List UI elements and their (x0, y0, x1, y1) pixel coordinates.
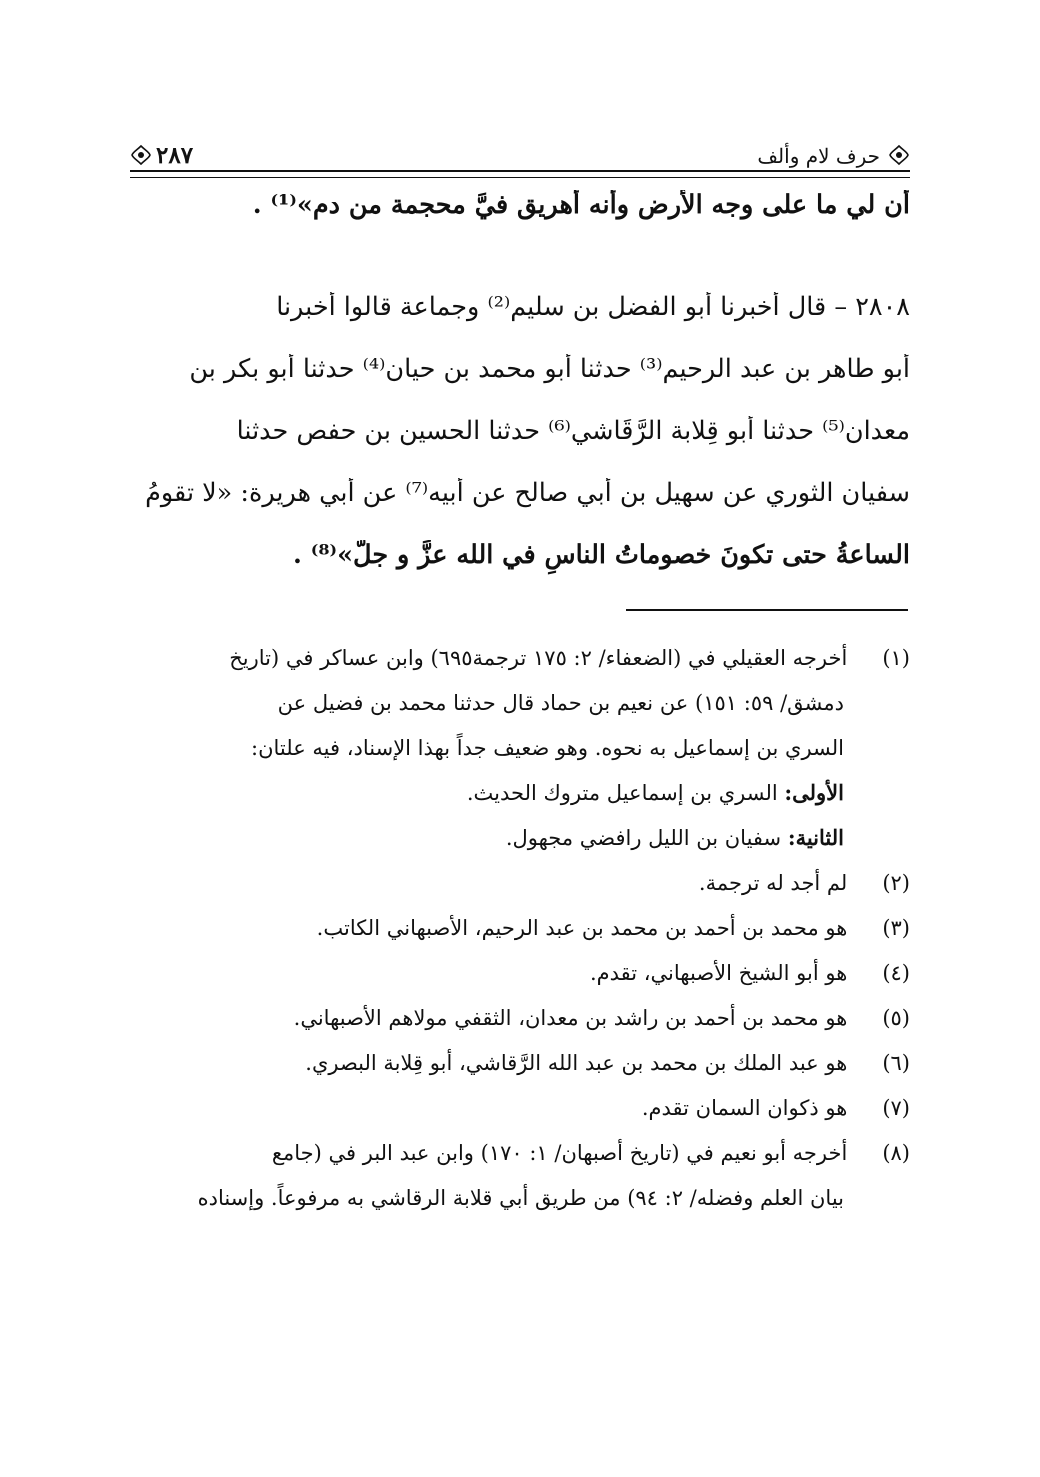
defect-text: سفيان بن الليل رافضي مجهول. (505, 826, 788, 850)
footnote-text: أخرجه العقيلي في (الضعفاء/ ٢: ١٧٥ ترجمة٦٩٥) وابن عساكر في (تاريخ (229, 646, 848, 670)
footnote-8 (130, 1133, 910, 1178)
footnote-1-second-defect (130, 818, 910, 863)
footnote-text: دمشق/ ٥٩: ١٥١) عن نعيم بن حماد قال حدثنا محمد بن فضيل عن (277, 691, 844, 715)
footnote-1-first-defect (130, 773, 910, 818)
footnote-text: هو أبو الشيخ الأصبهاني، تقدم. (589, 961, 848, 985)
footnote-number: (٥) (882, 1006, 910, 1030)
footnote-text: هو عبد الملك بن محمد بن عبد الله الرَّقاشي، أبو قِلابة البصري. (305, 1051, 848, 1075)
footnote-8-continued (130, 1178, 910, 1223)
footnote-number: (٦) (882, 1051, 910, 1075)
footnote-number: (١) (882, 646, 910, 670)
ornament-icon (888, 144, 910, 166)
footnote-5 (130, 998, 910, 1043)
defect-text: السري بن إسماعيل متروك الحديث. (466, 781, 785, 805)
footnote-text: هو محمد بن أحمد بن محمد بن عبد الرحيم، الأصبهاني الكاتب. (316, 916, 848, 940)
footnote-6 (130, 1043, 910, 1088)
footnote-text: السري بن إسماعيل به نحوه. وهو ضعيف جداً بهذا الإسناد، فيه علتان: (251, 736, 844, 760)
footnote-7 (130, 1088, 910, 1133)
ornament-icon (130, 144, 152, 166)
footnote-text: هو ذكوان السمان تقدم. (641, 1096, 848, 1120)
text-line: سفيان الثوري عن سهيل بن أبي صالح عن أبيه⁽⁷⁾ عن أبي هريرة: «لا تقومُ (145, 478, 910, 508)
footnote-3 (130, 908, 910, 953)
footnote-1-continued (130, 683, 910, 728)
footnote-text: لم أجد له ترجمة. (698, 871, 848, 895)
text-line: أبو طاهر بن عبد الرحيم⁽³⁾ حدثنا أبو محمد بن حيان⁽⁴⁾ حدثنا أبو بكر بن (189, 354, 910, 384)
footnote-text: هو محمد بن أحمد بن راشد بن معدان، الثقفي مولاهم الأصبهاني. (293, 1006, 848, 1030)
text-line: الساعةُ حتى تكونَ خصوماتُ الناسِ في الله عزَّ و جلَّ»⁽⁸⁾ . (292, 540, 910, 570)
page-number: ٢٨٧ (156, 142, 194, 169)
defect-label: الثانية: (787, 825, 844, 850)
footnotes (130, 638, 910, 1223)
text-line: معدان⁽⁵⁾ حدثنا أبو قِلابة الرَّقَاشي⁽⁶⁾ حدثنا الحسين بن حفص حدثنا (236, 416, 910, 446)
footnote-text: بيان العلم وفضله/ ٢: ٩٤) من طريق أبي قلابة الرقاشي به مرفوعاً. وإسناده (197, 1186, 844, 1210)
footnote-number: (٤) (882, 961, 910, 985)
text-line: أن لي ما على وجه الأرض وأنه أهريق فيَّ محجمة من دم»⁽¹⁾ . (252, 190, 910, 220)
text-line: ٢٨٠٨ – قال أخبرنا أبو الفضل بن سليم⁽²⁾ وجماعة قالوا أخبرنا (276, 292, 910, 322)
footnote-number: (٣) (882, 916, 910, 940)
chapter-title: حرف لام وألف (757, 144, 880, 168)
header-rule (130, 170, 910, 178)
footnote-number: (٨) (882, 1141, 910, 1165)
footnote-number: (٢) (882, 871, 910, 895)
footnote-1 (130, 638, 910, 683)
footnote-text: أخرجه أبو نعيم في (تاريخ أصبهان/ ١: ١٧٠) وابن عبد البر في (جامع (271, 1141, 848, 1165)
footnote-1-continued (130, 728, 910, 773)
footnote-2 (130, 863, 910, 908)
footnote-number: (٧) (882, 1096, 910, 1120)
footnote-4 (130, 953, 910, 998)
footnote-divider (626, 609, 908, 611)
defect-label: الأولى: (784, 780, 844, 805)
main-text (130, 190, 910, 602)
